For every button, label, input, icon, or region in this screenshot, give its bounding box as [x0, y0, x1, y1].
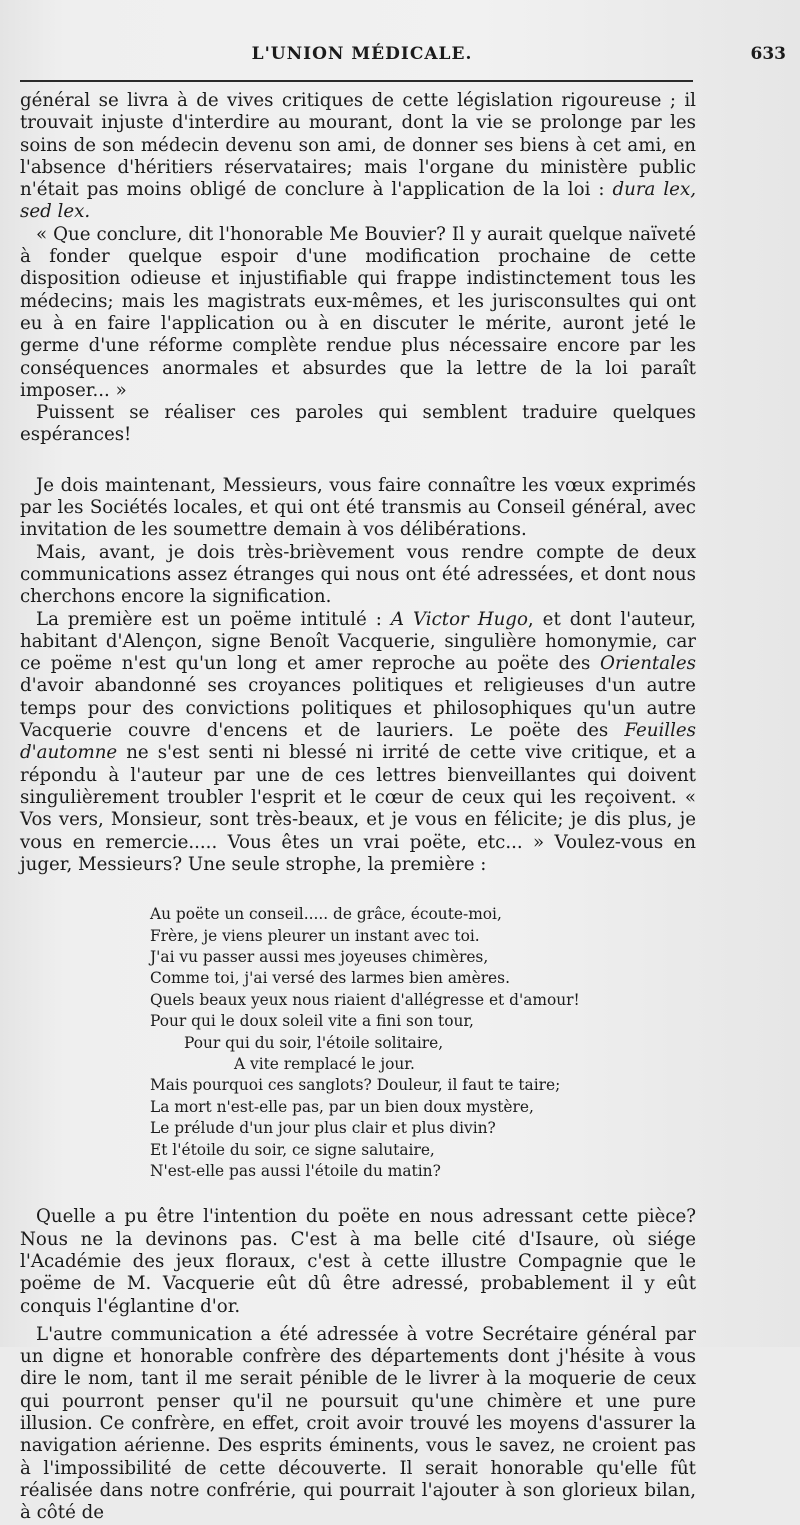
poem-line: Quels beaux yeux nous riaient d'allégresse et d'amour!	[150, 990, 580, 1009]
poem-line: La mort n'est-elle pas, par un bien doux mystère,	[150, 1097, 534, 1116]
paragraph: Quelle a pu être l'intention du poëte en nous adressant cette pièce? Nous ne la devinons pas. C'est à ma belle cité d'Isaure, où siége l'Académie des jeux floraux, c'est à cette illustre Compagnie que le poëme de M. Vacquerie eût dû être adressé, probablement il y eût conquis l'églantine d'or.	[20, 1206, 696, 1317]
header-rule	[20, 80, 693, 82]
poem-line: Au poëte un conseil..... de grâce, écoute-moi,	[150, 905, 502, 924]
poem-line: A vite remplacé le jour.	[234, 1054, 415, 1073]
poem-line: Le prélude d'un jour plus clair et plus divin?	[150, 1119, 496, 1138]
poem-line: Comme toi, j'ai versé des larmes bien amères.	[150, 969, 510, 988]
paragraph: Mais, avant, je dois très-brièvement vous rendre compte de deux communications assez étranges qui nous ont été adressées, et dont nous cherchons encore la signification.	[20, 541, 696, 608]
poem-line: Et l'étoile du soir, ce signe salutaire,	[150, 1140, 435, 1159]
journal-title: L'UNION MÉDICALE.	[251, 44, 473, 64]
poem-line: J'ai vu passer aussi mes joyeuses chimères,	[150, 947, 489, 966]
latin-phrase: dura lex, sed lex.	[20, 179, 696, 223]
page-number: 633	[750, 44, 786, 64]
paragraph: La première est un poëme intitulé : A Victor Hugo, et dont l'auteur, habitant d'Alençon, signe Benoît Vacquerie, singulière homonymie, car ce poëme n'est qu'un long et amer reproche au poëte des Orientales d'avoir abandonné ses croyances politiques et religieuses d'un autre temps pour des convictions politiques et philosophiques qu'un autre Vacquerie couvre d'encens et de lauriers. Le poëte des Feuilles d'automne ne s'est senti ni blessé ni irrité de cette vive critique, et a répondu à l'auteur par une de ces lettres bienveillantes qui doivent singulièrement troubler l'esprit et le cœur de ceux qui les reçoivent. « Vos vers, Monsieur, sont très-beaux, et je vous en félicite; je dis plus, je vous en remercie..... Vous êtes un vrai poëte, etc... » Voulez-vous en juger, Messieurs? Une seule strophe, la première :	[20, 608, 696, 875]
paragraph: général se livra à de vives critiques de cette législation rigoureuse ; il trouvait injuste d'interdire au mourant, dont la vie se prolonge par les soins de son médecin devenu son ami, de donner ses biens à cet ami, en l'absence d'héritiers réservataires; mais l'organe du ministère public n'était pas moins obligé de conclure à l'application de la loi : dura lex, sed lex.	[20, 90, 696, 223]
paragraph: Je dois maintenant, Messieurs, vous faire connaître les vœux exprimés par les Sociétés locales, et qui ont été transmis au Conseil général, avec invitation de les soumettre demain à vos délibérations.	[20, 474, 696, 541]
poem-line: Mais pourquoi ces sanglots? Douleur, il faut te taire;	[150, 1076, 561, 1095]
paragraph: Puissent se réaliser ces paroles qui semblent traduire quelques espérances!	[20, 402, 696, 446]
poem-line: N'est-elle pas aussi l'étoile du matin?	[150, 1161, 441, 1180]
poem-line: Frère, je viens pleurer un instant avec toi.	[150, 926, 480, 945]
section-gap	[20, 447, 696, 475]
poem-stanza	[150, 904, 696, 1182]
running-header	[20, 44, 786, 70]
paragraph: L'autre communication a été adressée à votre Secrétaire général par un digne et honorable confrère des départements dont j'hésite à vous dire le nom, tant il me serait pénible de le livrer à la moquerie de ceux qui pourront penser qu'il ne poursuit qu'une chimère et une pure illusion. Ce confrère, en effet, croit avoir trouvé les moyens d'assurer la navigation aérienne. Des esprits éminents, vous le savez, ne croient pas à l'impossibilité de cette découverte. Il serait honorable qu'elle fût réalisée dans notre confrérie, qui pourrait l'ajouter à son glorieux bilan, à côté de	[20, 1323, 696, 1524]
paragraph: « Que conclure, dit l'honorable Me Bouvier? Il y aurait quelque naïveté à fonder quelque espoir d'une modification prochaine de cette disposition odieuse et injustifiable qui frappe indistinctement tous les médecins; mais les magistrats eux-mêmes, et les jurisconsultes qui ont eu à en faire l'application ou à en discuter le mérite, auront jeté le germe d'une réforme complète rendue plus nécessaire encore par les conséquences anormales et absurdes que la lettre de la loi paraît imposer... »	[20, 223, 696, 401]
poem-title: A Victor Hugo	[390, 608, 528, 630]
poem-line: Pour qui du soir, l'étoile solitaire,	[184, 1033, 444, 1052]
poem-line: Pour qui le doux soleil vite a fini son tour,	[150, 1012, 474, 1031]
body-text	[20, 90, 696, 1525]
